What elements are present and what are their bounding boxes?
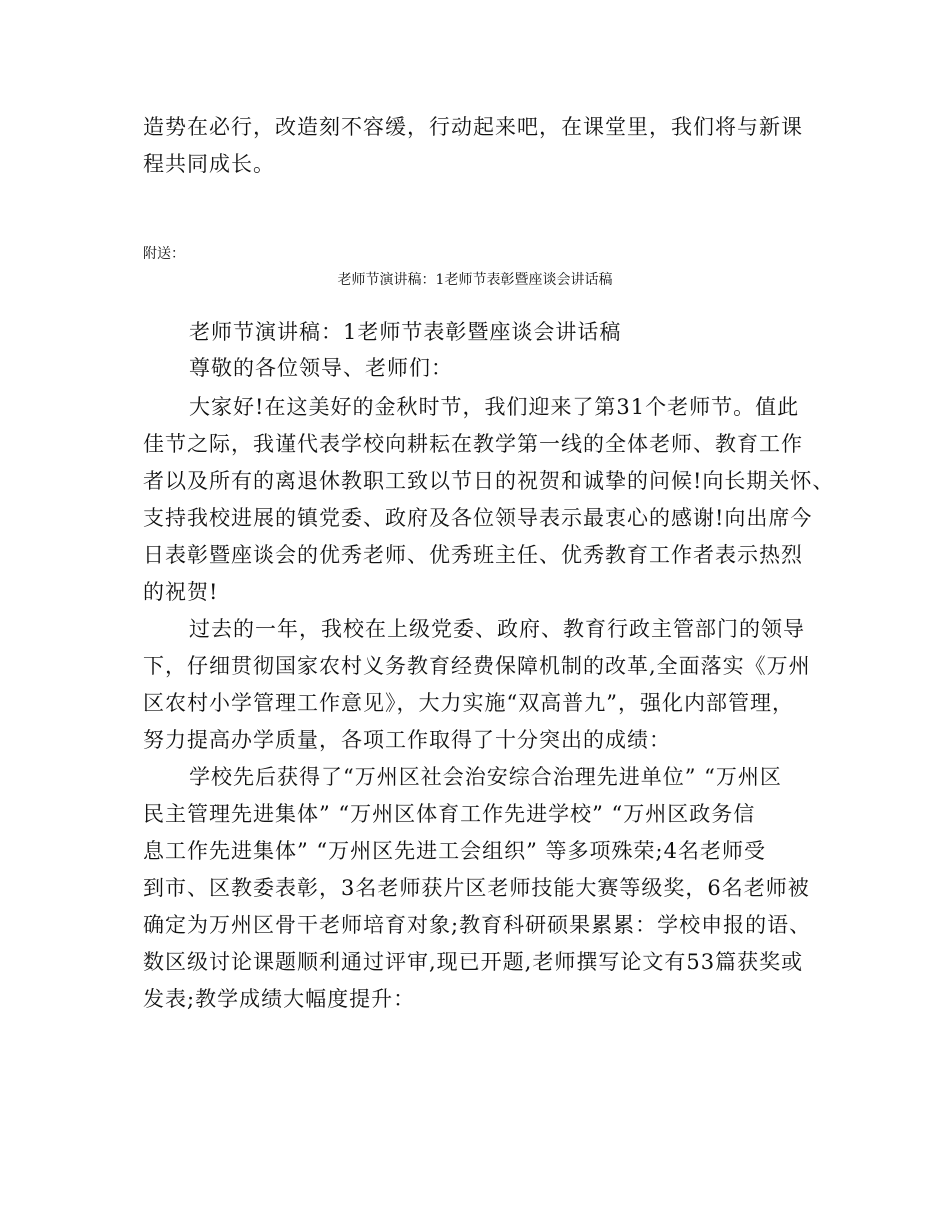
- top-paragraph-line-2: 程共同成长。: [143, 152, 275, 176]
- paragraph-1-line-5: 日表彰暨座谈会的优秀老师、优秀班主任、优秀教育工作者表示热烈: [143, 543, 803, 567]
- paragraph-1-line-4: 支持我校进展的镇党委、政府及各位领导表示最衷心的感谢!向出席今: [143, 506, 813, 530]
- paragraph-2-line-3: 区农村小学管理工作意见》，大力实施“双高普九”，强化内部管理，: [143, 691, 794, 715]
- paragraph-3-line-5: 确定为万州区骨干老师培育对象;教育科研硕果累累：学校申报的语、: [143, 913, 812, 937]
- paragraph-3-line-3: 息工作先进集体” “万州区先进工会组织” 等多项殊荣;4名老师受: [143, 839, 766, 863]
- paragraph-3-line-4: 到市、区教委表彰，3名老师获片区老师技能大赛等级奖，6名老师被: [143, 876, 810, 900]
- paragraph-2-line-1: 过去的一年，我校在上级党委、政府、教育行政主管部门的领导: [189, 617, 805, 641]
- body-heading: 老师节演讲稿：1老师节表彰暨座谈会讲话稿: [189, 320, 622, 344]
- paragraph-1-line-6: 的祝贺!: [143, 580, 219, 604]
- appendix-label: 附送：: [143, 246, 185, 262]
- paragraph-3-line-2: 民主管理先进集体” “万州区体育工作先进学校” “万州区政务信: [143, 802, 756, 826]
- paragraph-3-line-6: 数区级讨论课题顺利通过评审,现已开题,老师撰写论文有53篇获奖或: [143, 950, 804, 974]
- paragraph-1-line-2: 佳节之际，我谨代表学校向耕耘在教学第一线的全体老师、教育工作: [143, 432, 803, 456]
- paragraph-1-line-1: 大家好!在这美好的金秋时节，我们迎来了第31个老师节。值此: [189, 395, 800, 419]
- greeting: 尊敬的各位领导、老师们：: [189, 356, 453, 380]
- top-paragraph-line-1: 造势在必行，改造刻不容缓，行动起来吧，在课堂里，我们将与新课: [143, 115, 803, 139]
- appendix-title: 老师节演讲稿：1老师节表彰暨座谈会讲话稿: [337, 272, 613, 288]
- paragraph-1-line-3: 者以及所有的离退休教职工致以节日的祝贺和诚挚的问候!向长期关怀、: [143, 469, 835, 493]
- paragraph-3-line-1: 学校先后获得了“万州区社会治安综合治理先进单位” “万州区: [189, 765, 782, 789]
- paragraph-2-line-2: 下，仔细贯彻国家农村义务教育经费保障机制的改革,全面落实《万州: [143, 654, 811, 678]
- paragraph-2-line-4: 努力提高办学质量，各项工作取得了十分突出的成绩：: [143, 728, 671, 752]
- paragraph-3-line-7: 发表;教学成绩大幅度提升：: [143, 987, 416, 1011]
